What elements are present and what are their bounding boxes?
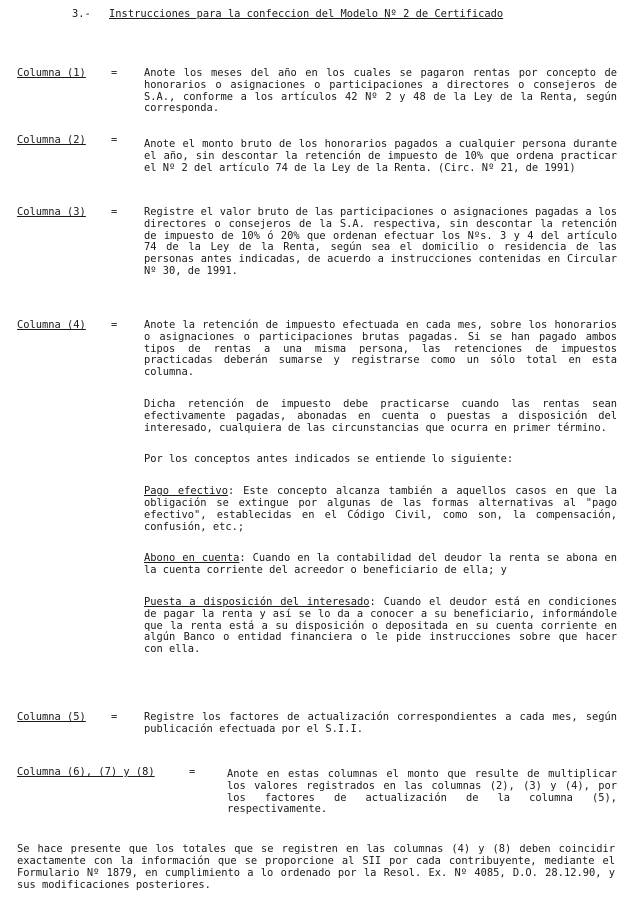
subitem-pago-efectivo	[144, 486, 617, 533]
column-4-label: Columna (4)	[17, 319, 86, 331]
column-2-label: Columna (2)	[17, 134, 86, 146]
column-3-label: Columna (3)	[17, 206, 86, 218]
column-3-equals: =	[111, 206, 118, 218]
column-5-description	[144, 712, 617, 746]
subitem-abono-en-cuenta-text: : Cuando en la contabilidad del deudor la renta se abona en la cuenta corriente del acreedor o beneficiario de ella; y	[144, 552, 617, 577]
subitem-puesta-a-disposicion	[144, 597, 617, 656]
subitem-pago-efectivo-text: : Este concepto alcanza también a aquellos casos en que la obligación se extingue por algunas de las formas alternativas al "pago efectivo", establecidas en el Código Civil, como son, la compensación, confusión, etc.;	[144, 485, 617, 533]
subitem-abono-en-cuenta	[144, 553, 617, 577]
subitem-abono-en-cuenta-term: Abono en cuenta	[144, 552, 240, 565]
column-2-description	[144, 139, 617, 184]
closing-paragraph: Se hace presente que los totales que se registren en las columnas (4) y (8) deben coincidir exactamente con la información que se proporcione al SII por cada contribuyente, mediante el Formulario Nº 1879, en cumplimiento a lo ordenado por la Resol. Ex. Nº 4085, D.O. 28.12.90, y sus modificaciones posteriores.	[17, 843, 615, 891]
column-1-paragraph-1: Anote los meses del año en los cuales se pagaron rentas por concepto de honorarios o asignaciones o participaciones a directores o consejeros de S.A., conforme a los artículos 42 Nº 2 y 48 de la Ley de la Renta, según corresponda.	[144, 67, 617, 115]
column-3-paragraph-1: Registre el valor bruto de las participaciones o asignaciones pagadas a los directores o consejeros de la S.A. respectiva, sin descontar la retención de impuesto de 10% ó 20% que ordenan efectuar los Nºs. 3 y 4 del artículo 74 de la Ley de la Renta, según sea el domicilio o residencia de las personas antes indicadas, de acuerdo a instrucciones contenidas en Circular Nº 30, de 1991.	[144, 206, 617, 277]
column-5-equals: =	[111, 711, 118, 723]
column-6-7-8-label: Columna (6), (7) y (8)	[17, 766, 155, 778]
subitem-puesta-a-disposicion-term: Puesta a disposición del interesado	[144, 595, 370, 608]
column-4-paragraph-1: Anote la retención de impuesto efectuada en cada mes, sobre los honorarios o asignaciones o participaciones brutas pagadas. Si se han pagado ambos tipos de rentas a una misma persona, las retenciones de impuestos practicadas deberán sumarse y registrarse como un sólo total en esta columna.	[144, 319, 617, 379]
column-6-7-8-equals: =	[189, 766, 196, 778]
column-3-description	[144, 207, 617, 288]
column-1-description	[144, 68, 617, 125]
column-2-paragraph-1: Anote el monto bruto de los honorarios pagados a cualquier persona durante el año, sin descontar la retención de impuesto de 10% que ordena practicar el Nº 2 del artículo 74 de la Ley de la Renta. (Circ. Nº 21, de 1991)	[144, 138, 617, 174]
subitem-pago-efectivo-term: Pago efectivo	[144, 485, 228, 498]
subitem-puesta-a-disposicion-text: : Cuando el deudor está en condiciones de pagar la renta y así se lo da a conocer a su beneficiario, informándole que la renta está a su disposición o depositada en su cuenta corriente en algún Banco o entidad financiera o le pide instrucciones sobre que hacer con ella.	[144, 595, 617, 656]
column-4-equals: =	[111, 319, 118, 331]
column-4-paragraph-3: Por los conceptos antes indicados se entiende lo siguiente:	[144, 453, 514, 466]
column-6-7-8-paragraph-1: Anote en estas columnas el monto que resulte de multiplicar los valores registrados en las columnas (2), (3) y (4), por los factores de actualización de la columna (5), respectivamente.	[227, 768, 617, 816]
column-5-label: Columna (5)	[17, 711, 86, 723]
column-1-equals: =	[111, 67, 118, 79]
section-number: 3.-	[72, 8, 91, 20]
column-1-label: Columna (1)	[17, 67, 86, 79]
column-2-equals: =	[111, 134, 118, 146]
column-4-description	[144, 320, 617, 666]
column-5-paragraph-1: Registre los factores de actualización correspondientes a cada mes, según publicación efectuada por el S.I.I.	[144, 711, 617, 735]
column-4-paragraph-2: Dicha retención de impuesto debe practicarse cuando las rentas sean efectivamente pagadas, abonadas en cuenta o puestas a disposición del interesado, cualquiera de las circunstancias que ocurra en primer término.	[144, 397, 617, 434]
section-title: Instrucciones para la confeccion del Modelo Nº 2 de Certificado	[109, 8, 504, 20]
section-heading	[72, 9, 503, 21]
column-6-7-8-description	[227, 769, 617, 826]
